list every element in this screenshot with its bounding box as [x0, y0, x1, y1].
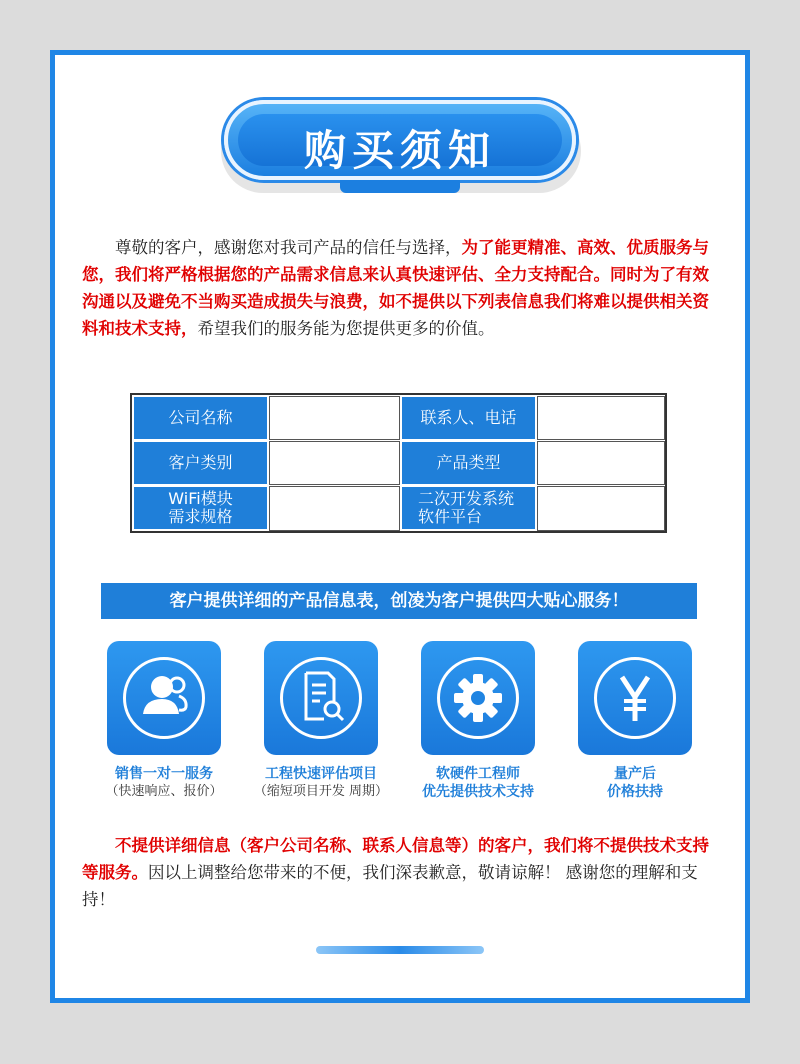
service-card-sales — [107, 641, 221, 755]
service-card-engineer — [421, 641, 535, 755]
yen-icon — [578, 641, 692, 755]
service-caption-evaluation — [241, 765, 401, 801]
label-wifi-spec — [134, 487, 267, 529]
service-caption-sales — [84, 765, 244, 801]
notice-text: 因以上调整给您带来的不便，我们深表歉意，敬请谅解！ 感谢您的理解和支持！ — [82, 863, 698, 909]
label-company-name: 公司名称 — [134, 397, 267, 439]
service-caption-price — [555, 765, 715, 801]
info-table — [130, 393, 667, 533]
label-wifi-spec-line2: 需求规格 — [168, 507, 233, 526]
input-contact-phone[interactable] — [537, 396, 665, 440]
intro-text-1: 尊敬的客户，感谢您对我司产品的信任与选择， — [115, 238, 462, 257]
title-tab-decoration — [340, 180, 460, 193]
service-subtitle: 价格扶持 — [607, 784, 663, 800]
notice-text-red: 不提供详细信息（客户公司名称、联系人信息等）的客户，我们将不提供技术支持等服务。 — [82, 836, 709, 882]
label-dev-platform — [402, 487, 535, 529]
service-title: 销售一对一服务 — [115, 766, 213, 782]
intro-text-red: 为了能更精准、高效、优质服务与您，我们将严格根据您的产品需求信息来认真快速评估、全力支持配合。同时为了有效沟通以及避免不当购买造成损失与浪费，如不提供以下列表信息我们将难以提供相关资料和技术支持， — [82, 238, 709, 338]
service-caption-engineer — [398, 765, 558, 801]
input-dev-platform[interactable] — [537, 486, 665, 531]
service-title: 软硬件工程师 — [436, 766, 520, 782]
intro-paragraph — [82, 234, 718, 342]
services-banner: 客户提供详细的产品信息表，创凌为客户提供四大贴心服务！ — [101, 583, 697, 619]
input-product-type[interactable] — [537, 441, 665, 485]
document-search-icon — [264, 641, 378, 755]
label-product-type: 产品类型 — [402, 442, 535, 484]
label-dev-platform-line1: 二次开发系统 — [418, 489, 515, 508]
notice-paragraph — [82, 832, 718, 913]
service-subtitle: （缩短项目开发 周期） — [253, 784, 389, 799]
input-company-name[interactable] — [269, 396, 400, 440]
input-wifi-spec[interactable] — [269, 486, 400, 531]
input-customer-type[interactable] — [269, 441, 400, 485]
user-group-icon — [107, 641, 221, 755]
service-subtitle: （快速响应、报价） — [105, 784, 223, 799]
gear-icon — [421, 641, 535, 755]
label-contact-phone: 联系人、电话 — [402, 397, 535, 439]
service-title: 量产后 — [614, 766, 656, 782]
bottom-decoration-bar — [316, 946, 484, 954]
label-wifi-spec-line1: WiFi模块 — [168, 489, 233, 508]
service-title: 工程快速评估项目 — [265, 766, 377, 782]
page-title: 购买须知 — [303, 126, 496, 175]
service-subtitle: 优先提供技术支持 — [422, 784, 534, 800]
label-dev-platform-line2: 软件平台 — [418, 507, 483, 526]
service-card-evaluation — [264, 641, 378, 755]
title-badge — [224, 100, 576, 180]
service-card-price — [578, 641, 692, 755]
label-customer-type: 客户类别 — [134, 442, 267, 484]
intro-text-2: 希望我们的服务能为您提供更多的价值。 — [197, 319, 495, 338]
